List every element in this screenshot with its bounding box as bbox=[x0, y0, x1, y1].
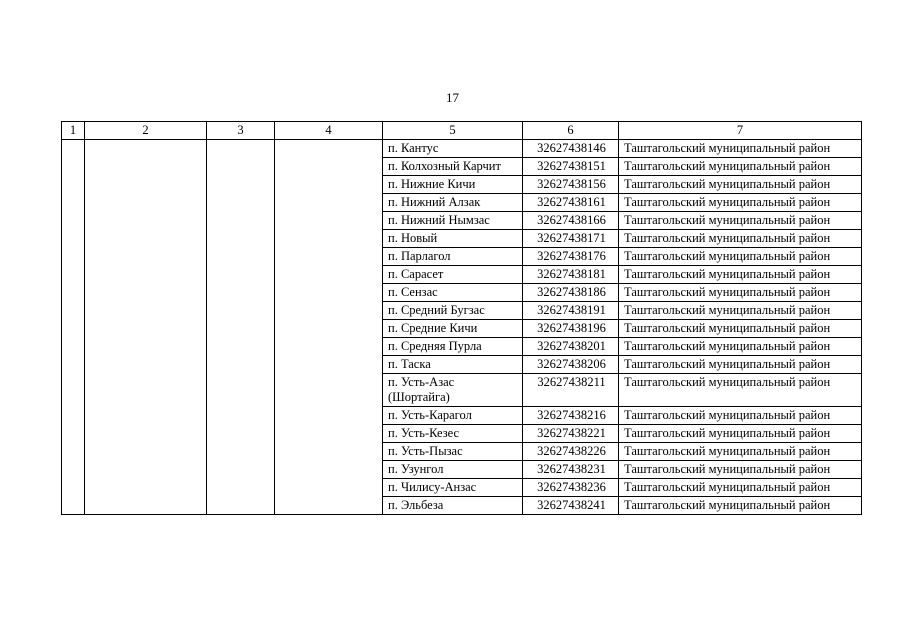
settlement-name-cell: п. Парлагол bbox=[383, 248, 523, 266]
district-cell: Таштагольский муниципальный район bbox=[619, 212, 862, 230]
table-row bbox=[62, 140, 862, 158]
settlement-name-cell: п. Узунгол bbox=[383, 461, 523, 479]
header-row bbox=[62, 122, 862, 140]
oktmo-code-cell: 32627438176 bbox=[523, 248, 619, 266]
oktmo-code-cell: 32627438221 bbox=[523, 425, 619, 443]
oktmo-code-cell: 32627438211 bbox=[523, 374, 619, 407]
empty-merged-cell bbox=[85, 140, 207, 515]
district-cell: Таштагольский муниципальный район bbox=[619, 479, 862, 497]
district-cell: Таштагольский муниципальный район bbox=[619, 140, 862, 158]
district-cell: Таштагольский муниципальный район bbox=[619, 374, 862, 407]
district-cell: Таштагольский муниципальный район bbox=[619, 266, 862, 284]
settlement-name-cell: п. Колхозный Карчит bbox=[383, 158, 523, 176]
district-cell: Таштагольский муниципальный район bbox=[619, 443, 862, 461]
district-cell: Таштагольский муниципальный район bbox=[619, 338, 862, 356]
district-cell: Таштагольский муниципальный район bbox=[619, 194, 862, 212]
settlement-name-cell: п. Усть-Кезес bbox=[383, 425, 523, 443]
header-cell: 1 bbox=[62, 122, 85, 140]
settlement-name-cell: п. Кантус bbox=[383, 140, 523, 158]
district-cell: Таштагольский муниципальный район bbox=[619, 461, 862, 479]
header-cell: 6 bbox=[523, 122, 619, 140]
page-number: 17 bbox=[446, 90, 459, 105]
oktmo-code-cell: 32627438231 bbox=[523, 461, 619, 479]
oktmo-code-cell: 32627438201 bbox=[523, 338, 619, 356]
settlement-name-cell: п. Сарасет bbox=[383, 266, 523, 284]
settlement-name-cell: п. Усть-Карагол bbox=[383, 407, 523, 425]
oktmo-code-cell: 32627438226 bbox=[523, 443, 619, 461]
settlement-name-cell: п. Чилису-Анзас bbox=[383, 479, 523, 497]
district-cell: Таштагольский муниципальный район bbox=[619, 284, 862, 302]
oktmo-code-cell: 32627438181 bbox=[523, 266, 619, 284]
oktmo-code-cell: 32627438236 bbox=[523, 479, 619, 497]
district-cell: Таштагольский муниципальный район bbox=[619, 248, 862, 266]
header-cell: 7 bbox=[619, 122, 862, 140]
district-cell: Таштагольский муниципальный район bbox=[619, 407, 862, 425]
district-cell: Таштагольский муниципальный район bbox=[619, 230, 862, 248]
settlement-name-cell: п. Усть-Азас (Шортайга) bbox=[383, 374, 523, 407]
oktmo-code-cell: 32627438146 bbox=[523, 140, 619, 158]
oktmo-code-cell: 32627438171 bbox=[523, 230, 619, 248]
district-cell: Таштагольский муниципальный район bbox=[619, 158, 862, 176]
oktmo-code-cell: 32627438206 bbox=[523, 356, 619, 374]
header-cell: 5 bbox=[383, 122, 523, 140]
oktmo-code-cell: 32627438156 bbox=[523, 176, 619, 194]
oktmo-code-cell: 32627438241 bbox=[523, 497, 619, 515]
table-body bbox=[62, 140, 862, 515]
empty-merged-cell bbox=[62, 140, 85, 515]
oktmo-code-cell: 32627438196 bbox=[523, 320, 619, 338]
oktmo-code-cell: 32627438166 bbox=[523, 212, 619, 230]
header-cell: 4 bbox=[275, 122, 383, 140]
settlement-name-cell: п. Новый bbox=[383, 230, 523, 248]
oktmo-code-cell: 32627438186 bbox=[523, 284, 619, 302]
district-cell: Таштагольский муниципальный район bbox=[619, 320, 862, 338]
settlements-table bbox=[61, 121, 862, 515]
empty-merged-cell bbox=[275, 140, 383, 515]
oktmo-code-cell: 32627438161 bbox=[523, 194, 619, 212]
settlement-name-cell: п. Нижний Нымзас bbox=[383, 212, 523, 230]
settlement-name-cell: п. Средние Кичи bbox=[383, 320, 523, 338]
settlement-name-cell: п. Таска bbox=[383, 356, 523, 374]
settlement-name-cell: п. Нижние Кичи bbox=[383, 176, 523, 194]
header-cell: 3 bbox=[207, 122, 275, 140]
district-cell: Таштагольский муниципальный район bbox=[619, 176, 862, 194]
oktmo-code-cell: 32627438191 bbox=[523, 302, 619, 320]
settlement-name-cell: п. Средняя Пурла bbox=[383, 338, 523, 356]
oktmo-code-cell: 32627438216 bbox=[523, 407, 619, 425]
settlement-name-cell: п. Нижний Алзак bbox=[383, 194, 523, 212]
district-cell: Таштагольский муниципальный район bbox=[619, 425, 862, 443]
header-cell: 2 bbox=[85, 122, 207, 140]
settlement-name-cell: п. Средний Бугзас bbox=[383, 302, 523, 320]
district-cell: Таштагольский муниципальный район bbox=[619, 497, 862, 515]
district-cell: Таштагольский муниципальный район bbox=[619, 302, 862, 320]
settlement-name-cell: п. Сензас bbox=[383, 284, 523, 302]
empty-merged-cell bbox=[207, 140, 275, 515]
oktmo-code-cell: 32627438151 bbox=[523, 158, 619, 176]
settlement-name-cell: п. Эльбеза bbox=[383, 497, 523, 515]
district-cell: Таштагольский муниципальный район bbox=[619, 356, 862, 374]
settlement-name-cell: п. Усть-Пызас bbox=[383, 443, 523, 461]
